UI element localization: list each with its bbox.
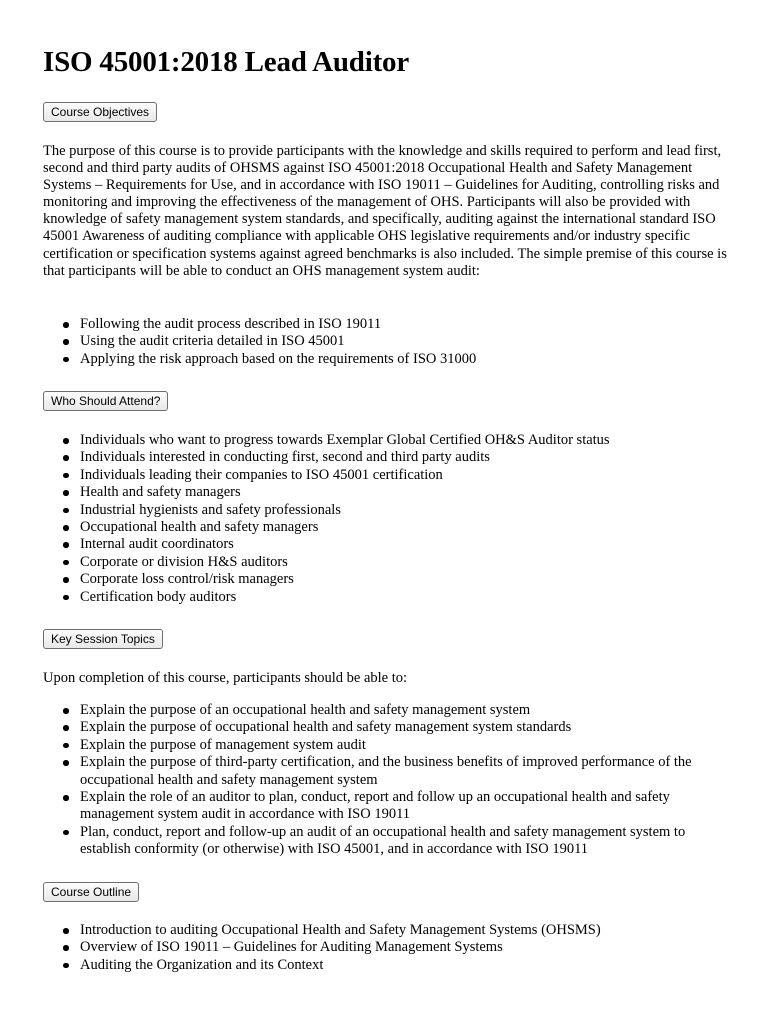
list-item: Explain the purpose of management system audit [80, 737, 733, 754]
attend-list [43, 432, 733, 606]
list-item: Following the audit process described in ISO 19011 [80, 316, 733, 333]
page-title: ISO 45001:2018 Lead Auditor [43, 46, 410, 78]
list-item: Corporate loss control/risk managers [80, 571, 733, 588]
who-should-attend-button[interactable]: Who Should Attend? [43, 391, 168, 411]
list-item: Corporate or division H&S auditors [80, 554, 733, 571]
course-outline-button[interactable]: Course Outline [43, 882, 139, 902]
objectives-list [43, 316, 733, 368]
list-item: Internal audit coordinators [80, 536, 733, 553]
list-item: Occupational health and safety managers [80, 519, 733, 536]
objectives-paragraph: The purpose of this course is to provide participants with the knowledge and skills required to perform and lead first, second and third party audits of OHSMS against ISO 45001:2018 Occupational Health and Safety Management Systems – Requirements for Use, and in accordance with ISO 19011 – Guidelines for Auditing, controlling risks and monitoring and improving the effectiveness of the management of OHS. Participants will also be provided with knowledge of safety management system standards, and specifically, auditing against the international standard ISO 45001 Awareness of auditing compliance with applicable OHS legislative requirements and/or industry specific certification or specification systems against agreed benchmarks is also included. The simple premise of this course is that participants will be able to conduct an OHS management system audit: [43, 143, 727, 279]
list-item: Health and safety managers [80, 484, 733, 501]
list-item: Explain the role of an auditor to plan, conduct, report and follow up an occupational health and safety management system audit in accordance with ISO 19011 [80, 789, 733, 824]
list-item: Certification body auditors [80, 589, 733, 606]
topics-list [43, 702, 733, 859]
list-item: Individuals interested in conducting first, second and third party audits [80, 449, 733, 466]
topics-intro: Upon completion of this course, participants should be able to: [43, 670, 408, 686]
list-item: Overview of ISO 19011 – Guidelines for Auditing Management Systems [80, 939, 733, 956]
course-objectives-button[interactable]: Course Objectives [43, 102, 157, 122]
list-item: Explain the purpose of occupational health and safety management system standards [80, 719, 733, 736]
list-item: Individuals leading their companies to ISO 45001 certification [80, 467, 733, 484]
key-session-topics-button[interactable]: Key Session Topics [43, 629, 163, 649]
list-item: Individuals who want to progress towards Exemplar Global Certified OH&S Auditor status [80, 432, 733, 449]
list-item: Using the audit criteria detailed in ISO 45001 [80, 333, 733, 350]
outline-list [43, 922, 733, 974]
list-item: Industrial hygienists and safety professionals [80, 502, 733, 519]
list-item: Explain the purpose of an occupational health and safety management system [80, 702, 733, 719]
list-item: Explain the purpose of third-party certification, and the business benefits of improved performance of the occupational health and safety management system [80, 754, 733, 789]
list-item: Introduction to auditing Occupational Health and Safety Management Systems (OHSMS) [80, 922, 733, 939]
list-item: Plan, conduct, report and follow-up an audit of an occupational health and safety management system to establish conformity (or otherwise) with ISO 45001, and in accordance with ISO 19011 [80, 824, 733, 859]
list-item: Auditing the Organization and its Context [80, 957, 733, 974]
list-item: Applying the risk approach based on the requirements of ISO 31000 [80, 351, 733, 368]
